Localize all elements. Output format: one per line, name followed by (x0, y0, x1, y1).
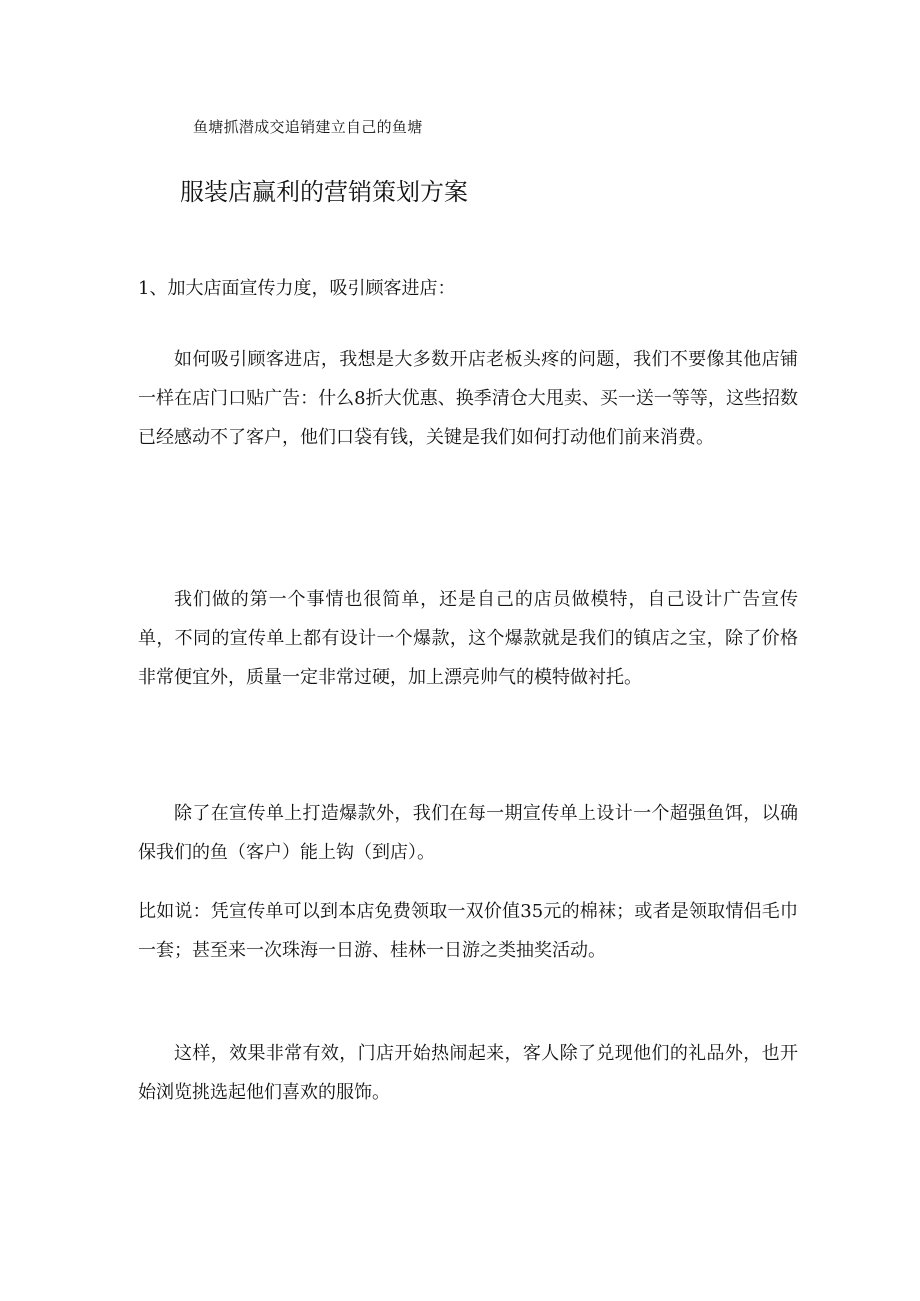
header-line: 鱼塘抓潜成交追销建立自己的鱼塘 (193, 118, 423, 136)
paragraph-bait: 除了在宣传单上打造爆款外，我们在每一期宣传单上设计一个超强鱼饵，以确保我们的鱼（客户）能上钩（到店）。 (138, 803, 798, 863)
section-heading: 1、加大店面宣传力度，吸引顾客进店： (138, 278, 456, 299)
paragraph-flyer-design: 我们做的第一个事情也很简单，还是自己的店员做模特，自己设计广告宣传单，不同的宣传单上都有设计一个爆款，这个爆款就是我们的镇店之宝，除了价格非常便宜外，质量一定非常过硬，加上漂亮帅气的模特做衬托。 (138, 589, 798, 688)
page-title: 服装店赢利的营销策划方案 (180, 178, 468, 206)
paragraph-attract-customers: 如何吸引顾客进店，我想是大多数开店老板头疼的问题，我们不要像其他店铺一样在店门口贴广告：什么8折大优惠、换季清仓大甩卖、买一送一等等，这些招数已经感动不了客户，他们口袋有钱，关键是我们如何打动他们前来消费。 (138, 349, 798, 448)
paragraph-example: 比如说：凭宣传单可以到本店免费领取一双价值35元的棉袜；或者是领取情侣毛巾一套；甚至来一次珠海一日游、桂林一日游之类抽奖活动。 (138, 901, 798, 961)
paragraph-result: 这样，效果非常有效，门店开始热闹起来，客人除了兑现他们的礼品外，也开始浏览挑选起他们喜欢的服饰。 (138, 1043, 798, 1103)
